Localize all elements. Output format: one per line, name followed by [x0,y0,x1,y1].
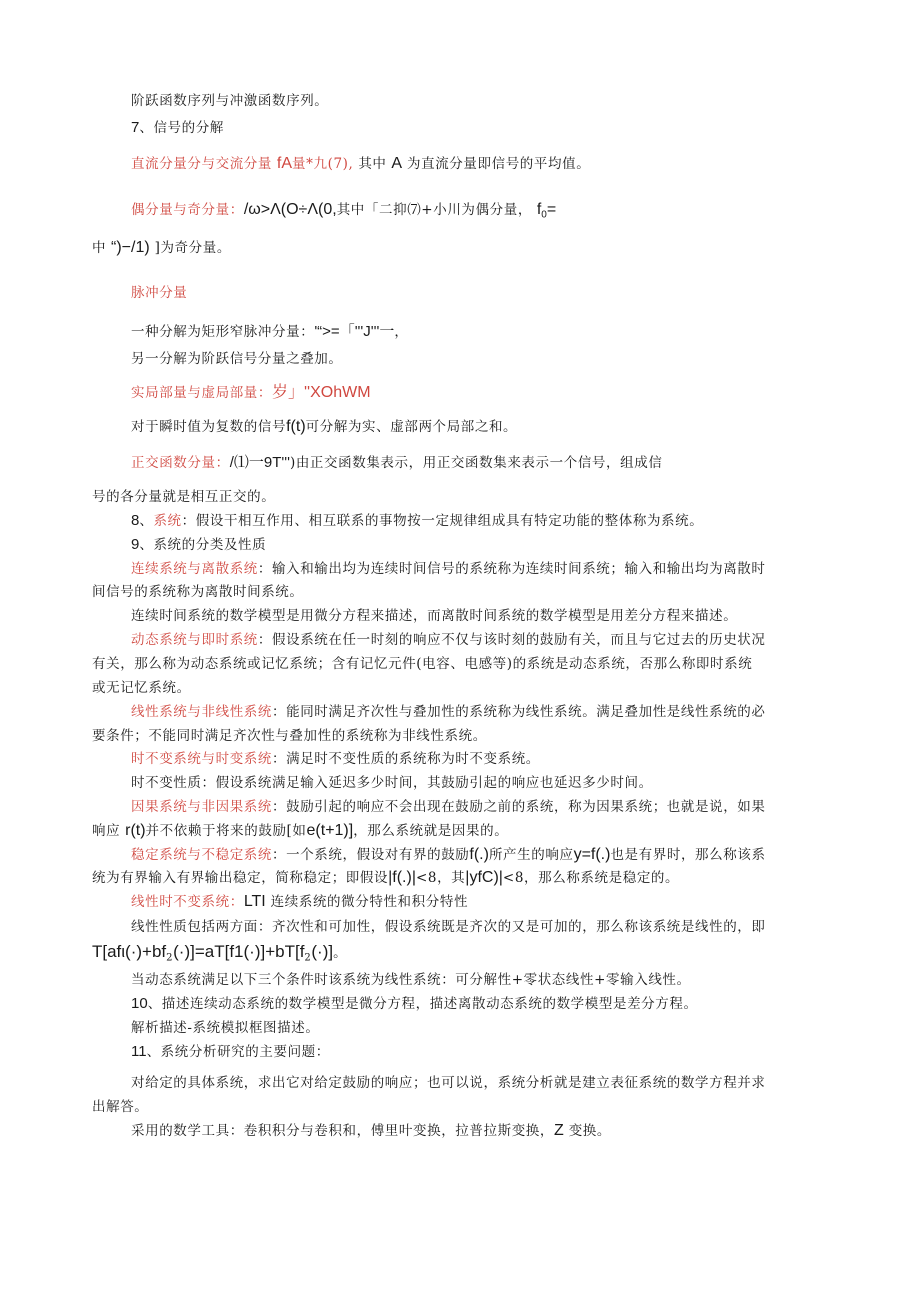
subheading-pulse: 脉冲分量 [131,285,188,301]
text-line: 因果系统与非因果系统：鼓励引起的响应不会出现在鼓励之前的系统，称为因果系统；也就是说，如果 [131,799,766,815]
text-line: 连续系统与离散系统：输入和输出均为连续时间信号的系统称为连续时间系统；输入和输出均为离散时 [131,561,766,577]
text-line: 有关，那么称为动态系统或记忆系统；含有记忆元件(电容、电感等)的系统是动态系统，否那么称即时系统 [92,656,753,672]
section-heading-9: 9、系统的分类及性质 [131,536,267,553]
text-line: 出解答。 [92,1099,149,1115]
text-line: 间信号的系统称为离散时间系统。 [92,584,304,600]
text-line: 当动态系统满足以下三个条件时该系统为线性系统：可分解性+零状态线性+零输入线性。 [131,972,691,988]
text-line: 时不变性质：假设系统满足输入延迟多少时间，其鼓励引起的响应也延迟多少时间。 [131,775,653,791]
section-heading-10: 10、描述连续动态系统的数学模型是微分方程，描述离散动态系统的数学模型是差分方程。 [131,995,698,1012]
text-line: 对给定的具体系统，求出它对给定鼓励的响应；也可以说，系统分析就是建立表征系统的数学方程并求 [131,1075,766,1091]
text-line: 线性性质包括两方面：齐次性和可加性，假设系统既是齐次的又是可加的，那么称该系统是线性的，即 [131,919,766,935]
text-line: 阶跃函数序列与冲激函数序列。 [131,93,329,109]
formula-line: $T[af\iota(\cdot)+bf_2(\cdot)]=aT[f1(\cdot)]+bT[f_2(\cdot)]$。 [92,942,348,964]
section-heading-11: 11、系统分析研究的主要问题： [131,1043,330,1060]
text-line: 号的各分量就是相互正交的。 [92,489,276,505]
text-line: 对于瞬时值为复数的信号f(t)可分解为实、虚部两个局部之和。 [131,418,518,435]
section-heading-8: 8、系统：假设干相互作用、相互联系的事物按一定规律组成具有特定功能的整体称为系统。 [131,512,704,529]
text-line: 另一分解为阶跃信号分量之叠加。 [131,351,343,367]
text-line: 响应 r(t)并不依赖于将来的鼓励[如e(t+1)]，那么系统就是因果的。 [92,822,509,839]
text-line: 动态系统与即时系统：假设系统在任一时刻的响应不仅与该时刻的鼓励有关，而且与它过去的历史状况 [131,632,766,648]
text-line: 线性系统与非线性系统：能同时满足齐次性与叠加性的系统称为线性系统。满足叠加性是线性系统的必 [131,704,766,720]
text-line: 采用的数学工具：卷积积分与卷积和，傅里叶变换，拉普拉斯变换，Z 变换。 [131,1122,611,1139]
text-line: 偶分量与奇分量：/ω>Λ(O÷Λ(0,其中「二抑⑺+小川为偶分量， $f_0=$ [131,201,557,221]
text-line: 或无记忆系统。 [92,680,191,696]
section-heading-7: 7、信号的分解 [131,119,224,136]
text-line: 正交函数分量：/⑴一9T''')由正交函数集表示，用正交函数集来表示一个信号，组成信 [131,454,663,471]
text-line: 连续时间系统的数学模型是用微分方程来描述，而离散时间系统的数学模型是用差分方程来描述。 [131,608,738,624]
text-line: 线性时不变系统：LTI 连续系统的微分特性和积分特性 [131,893,469,910]
text-line: 时不变系统与时变系统：满足时不变性质的系统称为时不变系统。 [131,751,540,767]
text-line: 中 “)−/1) ]为奇分量。 [92,239,231,256]
text-line: 一种分解为矩形窄脉冲分量：'“>=「'''J'''一， [131,323,409,340]
text-line: 要条件；不能同时满足齐次性与叠加性的系统称为非线性系统。 [92,728,487,744]
text-line: 稳定系统与不稳定系统：一个系统，假设对有界的鼓励f(.)所产生的响应y=f(.)也是有界时，那么称该系 [131,846,766,863]
text-line: 实局部量与虚局部量：岁」''XOhWM [131,384,371,401]
text-line: 直流分量分与交流分量 fA量*九(7), 其中 A 为直流分量即信号的平均值。 [131,155,591,172]
text-line: 统为有界输入有界输出稳定，简称稳定；即假设|f(.)|<8，其|yfC)|<8，那么称系统是稳定的。 [92,869,680,886]
text-line: 解析描述-系统模拟框图描述。 [131,1020,320,1036]
